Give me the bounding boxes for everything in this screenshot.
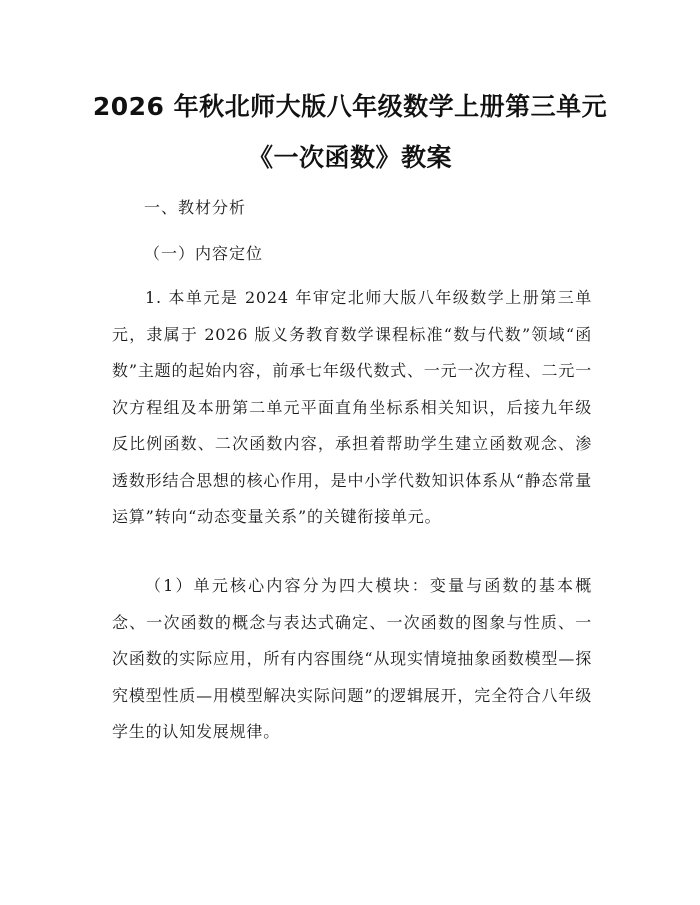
document-title-line1: 2026 年秋北师大版八年级数学上册第三单元 <box>92 92 608 121</box>
subsection-heading: （一）内容定位 <box>144 244 264 263</box>
paragraph-content-positioning: 1. 本单元是 2024 年审定北师大版八年级数学上册第三单元，隶属于 2026 版义务教育数学课程标准“数与代数”领域“函数”主题的起始内容，前承七年级代数式、一元一次方程、二元一次方程组及本册第二单元平面直角坐标系相关知识，后接九年级反比例函数、二次函数内容，承担着帮助学生建立函数观念、渗透数形结合思想的核心作用，是中小学代数知识体系从“静态常量运算”转向“动态变量关系”的关键衔接单元。 <box>112 288 592 526</box>
paragraph-core-modules: （1）单元核心内容分为四大模块：变量与函数的基本概念、一次函数的概念与表达式确定、一次函数的图象与性质、一次函数的实际应用，所有内容围绕“从现实情境抽象函数模型—探究模型性质—用模型解决实际问题”的逻辑展开，完全符合八年级学生的认知发展规律。 <box>112 576 592 741</box>
document-title-line2: 《一次函数》教案 <box>247 143 452 172</box>
section-heading: 一、教材分析 <box>144 198 247 217</box>
